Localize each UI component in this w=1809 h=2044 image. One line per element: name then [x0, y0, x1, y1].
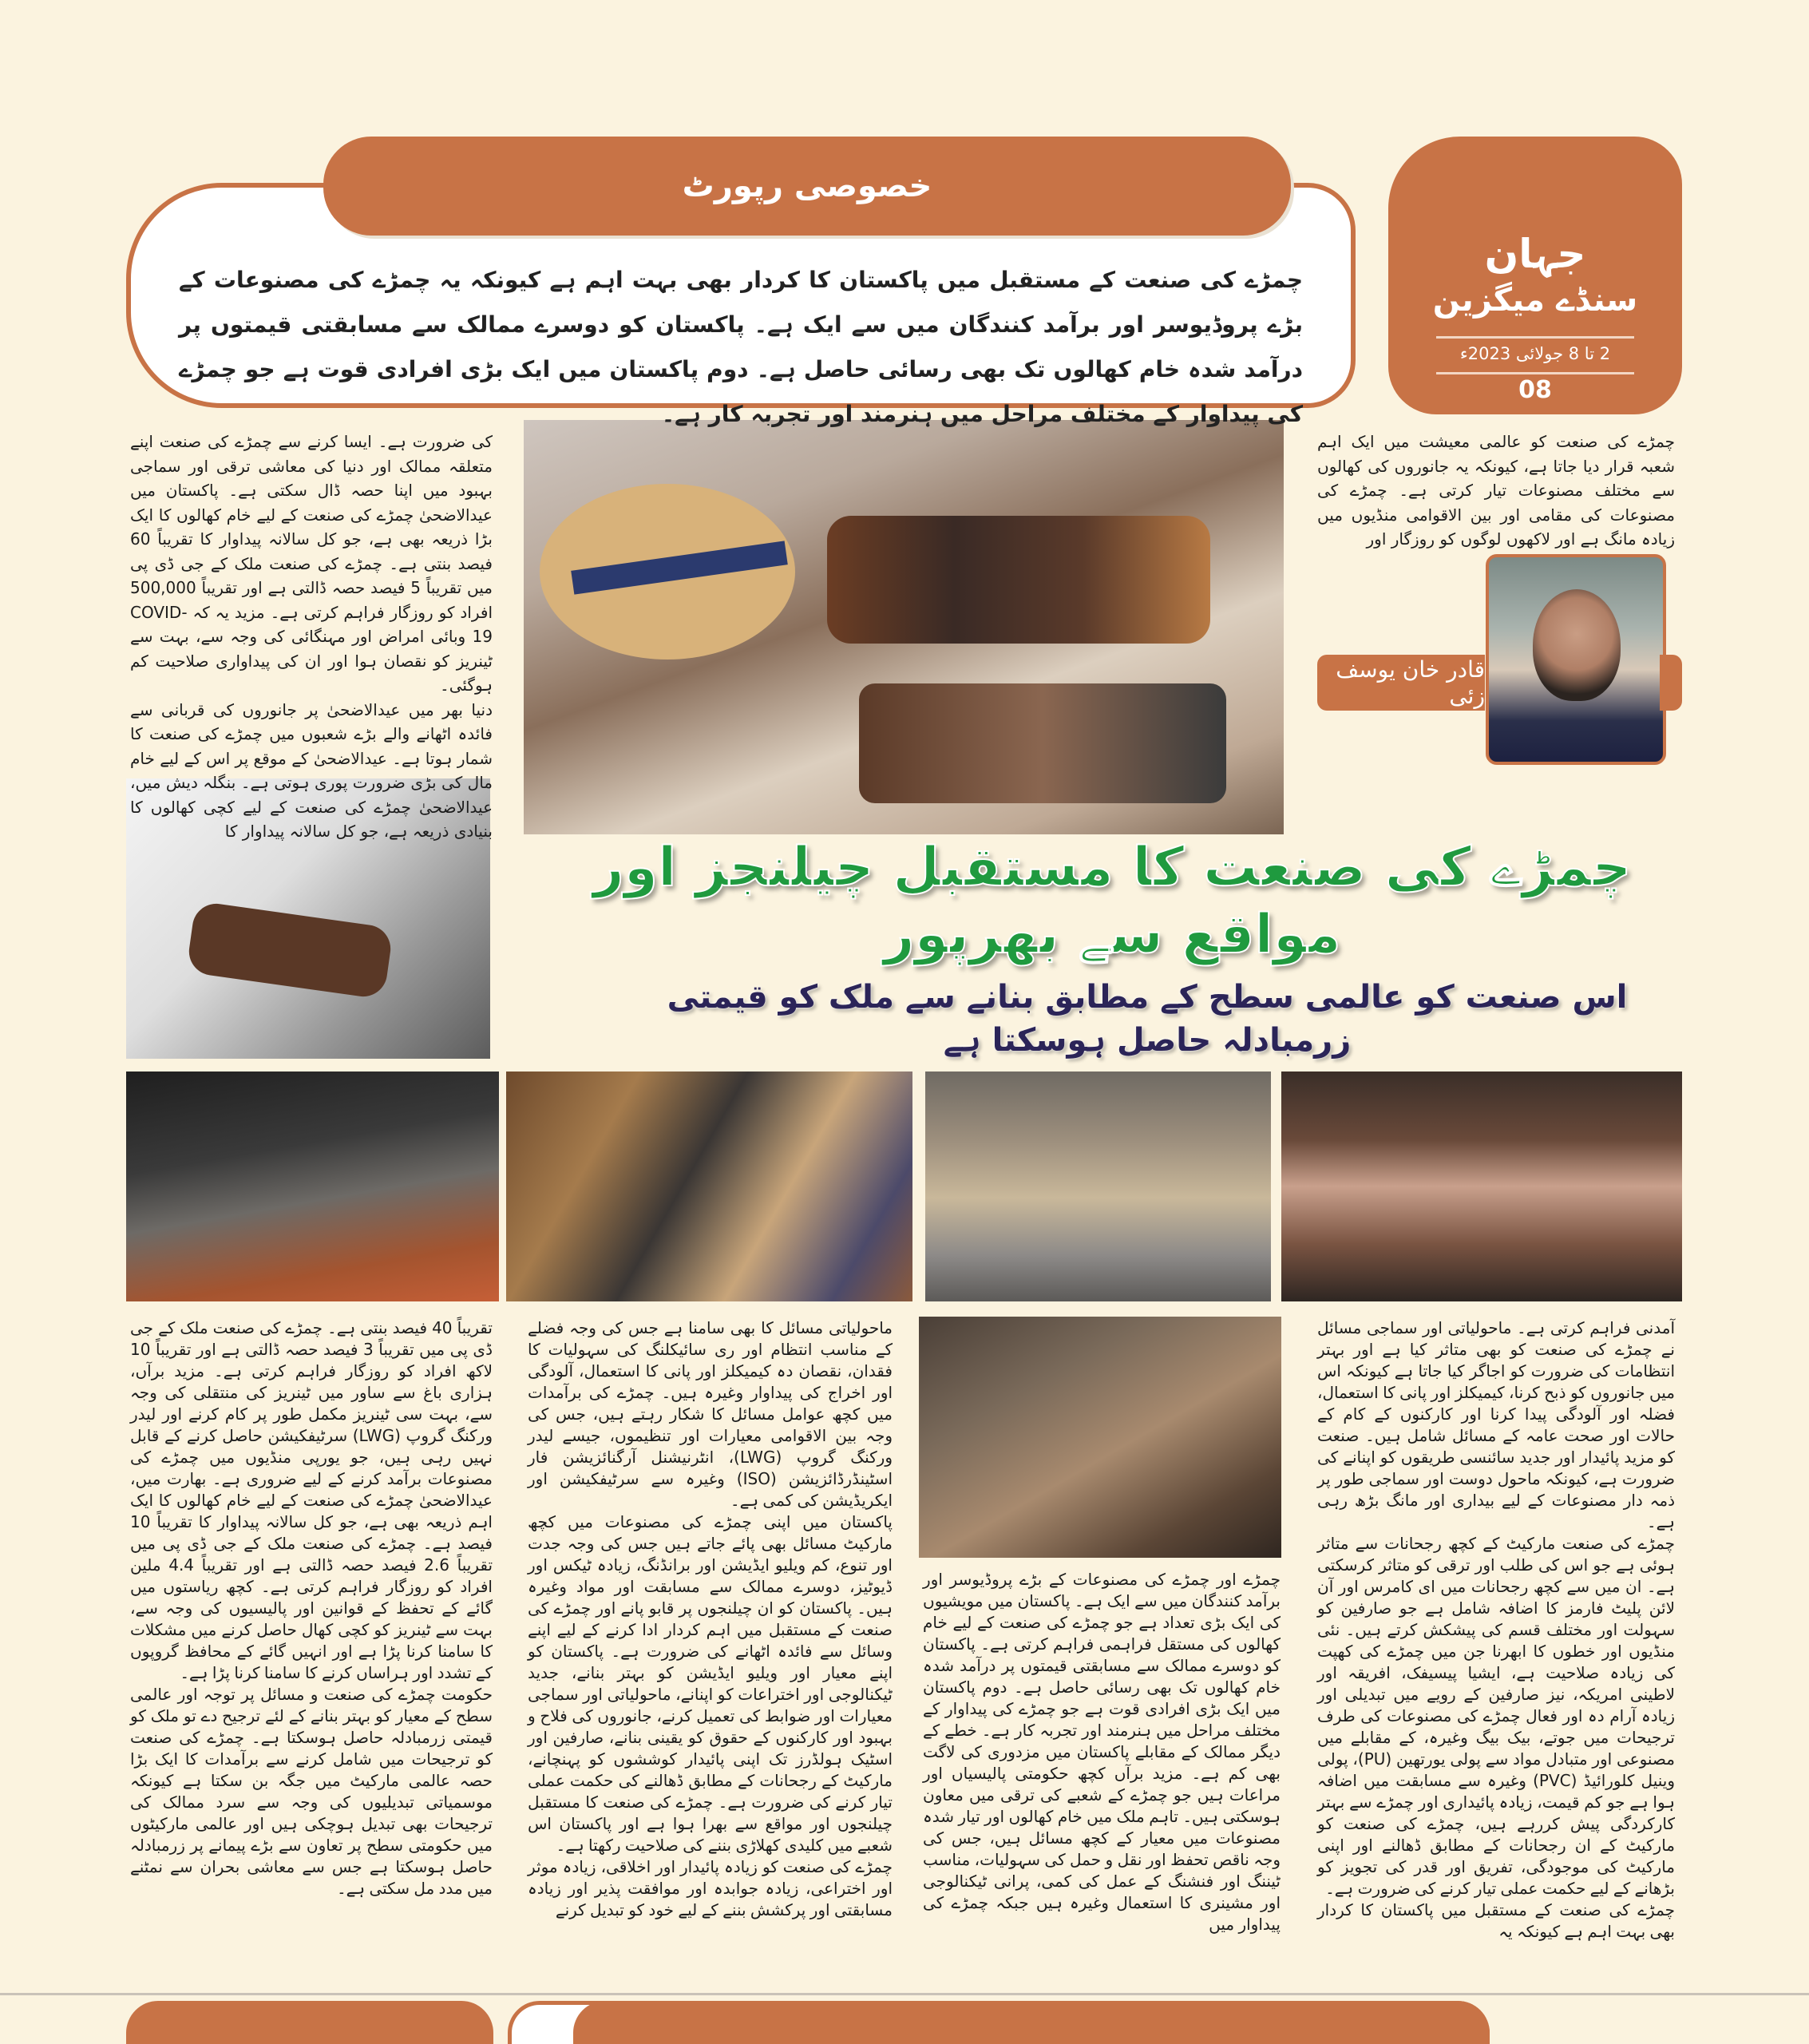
- paragraph: تقریباً 40 فیصد بنتی ہے۔ چمڑے کی صنعت ملک کے جی ڈی پی میں تقریباً 3 فیصد حصہ ڈالتی ہے اور تقریباً 10 لاکھ افراد کو روزگار فراہم کرتی ہے۔ مزید برآں، ہزاری باغ سے ساور میں ٹینریز کی منتقلی کی وجہ سے، بہت سی ٹینریز مکمل طور پر کام کرنے اور لیدر ورکنگ گروپ (LWG) سرٹیفکیشن حاصل کرنے کے قابل نہیں رہی ہیں، جو یورپی منڈیوں میں چمڑے کی مصنوعات برآمد کرنے کے لیے ضروری ہے۔ بھارت میں، عیدالاضحیٰ چمڑے کی صنعت کے لیے خام کھالوں کا ایک اہم ذریعہ بھی ہے، جو کل سالانہ پیداوار کا تقریباً 10 فیصد ہے۔ چمڑے کی صنعت ملک کے جی ڈی پی میں تقریباً 2.6 فیصد حصہ ڈالتی ہے اور تقریباً 4.4 ملین افراد کو روزگار فراہم کرتی ہے۔ کچھ ریاستوں میں گائے کے تحفظ کے قوانین اور پالیسیوں کی وجہ سے، بہت سے ٹینریز کو کچی کھال حاصل کرنے میں مشکلات کا سامنا کرنا پڑا ہے اور انہیں گائے کے محافظ گروپوں کے تشدد اور ہراساں کرنے کا سامنا کرنا پڑا ہے۔: [130, 1318, 493, 1682]
- footer-tab-left: [126, 2001, 493, 2044]
- intro-text: چمڑے کی صنعت کے مستقبل میں پاکستان کا کردار بھی بہت اہم ہے کیونکہ یہ چمڑے کی مصنوعات کے بڑے پروڈیوسر اور برآمد کنندگان میں سے ایک ہے۔ پاکستان کو دوسرے ممالک سے مسابقتی قیمتوں پر درآمد شدہ خام کھالوں تک بھی رسائی حاصل ہے۔ دوم پاکستان میں ایک بڑی افرادی قوت ہے جو چمڑے کی پیداوار کے مختلف مراحل میں ہنرمند اور تجربہ کار ہے۔: [179, 267, 1303, 427]
- issue-date: 2 تا 8 جولائی 2023ء: [1459, 344, 1611, 363]
- author-name: قادر خان یوسف زئی: [1336, 656, 1485, 709]
- section-label-tab: [323, 137, 1291, 236]
- leather-piece: [186, 901, 394, 1000]
- tannery-pits-photo: [925, 1072, 1271, 1301]
- wallets-shape: [859, 683, 1226, 803]
- column-top-left: [130, 430, 493, 844]
- paragraph: ماحولیاتی مسائل کا بھی سامنا ہے جس کی وجہ فضلے کے مناسب انتظام اور ری سائیکلنگ کی سہولیات کا فقدان، نقصان دہ کیمیکلز اور پانی کا استعمال، آلودگی اور اخراج کی پیداوار وغیرہ ہیں۔ چمڑے کی برآمدات میں کچھ عوامل مسائل کا شکار رہتے ہیں، جس کی وجہ بین الاقوامی معیارات اور تنظیموں، جیسے لیدر ورکنگ گروپ (LWG)، انٹرنیشنل آرگنائزیشن فار اسٹینڈرڈائزیشن (ISO) وغیرہ سے سرٹیفکیشن اور ایکریڈیشن کی کمی ہے۔: [528, 1318, 893, 1510]
- divider: [1436, 336, 1634, 339]
- paragraph: آمدنی فراہم کرتی ہے۔ ماحولیاتی اور سماجی مسائل نے چمڑے کی صنعت کو بھی متاثر کیا ہے اور بہتر انتظامات کی ضرورت کو اجاگر کیا جاتا ہے کیونکہ اس میں جانوروں کو ذبح کرنا، کیمیکلز اور پانی کا استعمال، فضلہ اور آلودگی پیدا کرنا اور کارکنوں کے کام کے حالات اور صحت عامہ کے مسائل شامل ہیں۔ صنعت کو مزید پائیدار اور جدید سائنسی طریقوں کو اپنانے کی ضرورت ہے، کیونکہ ماحول دوست اور سماجی طور پر ذمہ دار مصنوعات کے لیے بیداری اور مانگ بڑھ رہی ہے۔: [1317, 1318, 1675, 1531]
- column-bottom-2: [923, 1569, 1281, 1935]
- tannery-workers-photo: [919, 1317, 1281, 1558]
- section-label: خصوصی رپورٹ: [682, 168, 932, 204]
- shoes-shape: [827, 516, 1210, 644]
- author-tag-end: [1660, 655, 1682, 711]
- paragraph: چمڑے کی صنعت مارکیٹ کے کچھ رجحانات سے متاثر ہوئی ہے جو اس کی طلب اور ترقی کو متاثر کرسکتی ہے۔ ان میں سے کچھ رجحانات میں ای کامرس اور آن لائن پلیٹ فارمز کا اضافہ شامل ہے جو صارفین کو سہولت اور مختلف قسم کی پیشکش کرتے ہیں۔ نئی منڈیوں اور خطوں کا ابھرنا جن میں چمڑے کی کھپت کی زیادہ صلاحیت ہے، ایشیا پیسیفک، افریقہ اور لاطینی امریکہ، نیز صارفین کے رویے میں تبدیلی اور زیادہ آرام دہ اور فعال چمڑے کی مصنوعات کی طرف ترجیحات میں جوتے، بیک بیگ وغیرہ، کے مقابلے میں مصنوعی اور متبادل مواد سے پولی یورتھین (PU)، پولی وینیل کلورائیڈ (PVC) وغیرہ سے مسابقت میں اضافہ ہوا ہے جو کم قیمت، زیادہ پائیداری اور چمڑے سے بہتر کارکردگی پیش کررہے ہیں، چمڑے کی صنعت کو مارکیٹ کے ان رجحانات کے مطابق ڈھالنے اور اپنی مارکیٹ کی موجودگی، تفریق اور قدر کی تجویز کو بڑھانے کے لیے حکمت عملی تیار کرنے کی ضرورت ہے۔: [1317, 1534, 1676, 1898]
- paragraph: دنیا بھر میں عیدالاضحیٰ پر جانوروں کی قربانی سے فائدہ اٹھانے والے بڑے شعبوں میں چمڑے کی صنعت کا شمار ہوتا ہے۔ عیدالاضحیٰ کے موقع پر اس کے لیے خام مال کی بڑی ضرورت پوری ہوتی ہے۔ بنگلہ دیش میں، عیدالاضحیٰ چمڑے کی صنعت کے لیے کچی کھالوں کا بنیادی ذریعہ ہے، جو کل سالانہ پیداوار کا: [130, 699, 493, 841]
- page-number: 08: [1518, 376, 1552, 404]
- divider: [1436, 372, 1634, 374]
- paragraph: چمڑے اور چمڑے کی مصنوعات کے بڑے پروڈیوسر اور برآمد کنندگان میں سے ایک ہے۔ پاکستان میں مویشیوں کی ایک بڑی تعداد ہے جو چمڑے کی صنعت کے لیے خام کھالوں کی مستقل فراہمی فراہم کرتی ہے۔ پاکستان کو دوسرے ممالک سے مسابقتی قیمتوں پر درآمد شدہ خام کھالوں تک بھی رسائی حاصل ہے۔ دوم پاکستان میں ایک بڑی افرادی قوت ہے جو چمڑے کی پیداوار کے مختلف مراحل میں ہنرمند اور تجربہ کار ہے۔ خطے کے دیگر ممالک کے مقابلے پاکستان میں مزدوری کی لاگت بھی کم ہے۔ مزید برآں کچھ حکومتی پالیسیاں اور مراعات ہیں جو چمڑے کے شعبے کی ترقی میں معاون ہوسکتی ہیں۔ تاہم ملک میں خام کھالوں اور تیار شدہ مصنوعات میں معیار کے کچھ مسائل ہیں، جس کی وجہ ناقص تحفظ اور نقل و حمل کی سہولیات، مناسب ٹیننگ اور فنشنگ کے عمل کی کمی، پرانی ٹیکنالوجی اور مشینری کا استعمال وغیرہ ہیں جبکہ چمڑے کی پیداوار میں: [923, 1570, 1281, 1934]
- author-photo: [1486, 554, 1666, 765]
- leather-cutting-photo: [126, 1072, 499, 1301]
- masthead-title: جہان: [1484, 231, 1586, 277]
- leather-rolls-photo: [506, 1072, 912, 1301]
- paragraph: پاکستان میں اپنی چمڑے کی مصنوعات میں کچھ مارکیٹ مسائل بھی پائے جاتے ہیں جس کی وجہ جدت اور تنوع، کم ویلیو ایڈیشن اور برانڈنگ، زیادہ ٹیکس اور ڈیوٹیز، دوسرے ممالک سے مسابقت اور مواد وغیرہ ہیں۔ پاکستان کو ان چیلنجوں پر قابو پانے اور چمڑے کی صنعت کے مستقبل میں اہم کردار ادا کرنے کے لیے اپنے وسائل سے فائدہ اٹھانے کی ضرورت ہے۔ پاکستان کو اپنے معیار اور ویلیو ایڈیشن کو بہتر بنانے، جدید ٹیکنالوجی اور اختراعات کو اپنانے، ماحولیاتی اور سماجی معیارات اور ضوابط کی تعمیل کرنے، جانوروں کی فلاح و بہبود اور کارکنوں کے حقوق کو یقینی بنانے، صارفین اور اسٹیک ہولڈرز تک اپنی پائیدار کوششوں کو پہنچانے، مارکیٹ کے رجحانات کے مطابق ڈھالنے کی حکمت عملی تیار کرنے کی ضرورت ہے۔ چمڑے کی صنعت کا مستقبل چیلنجوں اور مواقع سے بھرا ہوا ہے اور پاکستان اس شعبے میں کلیدی کھلاڑی بننے کی صلاحیت رکھتا ہے۔: [528, 1512, 893, 1855]
- paragraph: چمڑے کی صنعت کو زیادہ پائیدار اور اخلاقی، زیادہ موثر اور اختراعی، زیادہ جوابدہ اور موافقت پذیر اور زیادہ مسابقتی اور پرکشش بننے کے لیے خود کو تبدیل کرنے: [528, 1857, 893, 1919]
- author-name-tag: [1317, 655, 1485, 711]
- footer-tab-center: [573, 2001, 1490, 2044]
- masthead-subtitle: سنڈے میگزین: [1432, 282, 1638, 319]
- paragraph: حکومت چمڑے کی صنعت و مسائل پر توجہ اور عالمی سطح کے معیار کو بہتر بنانے کے لئے ترجیح دے تو ملک کو قیمتی زرمبادلہ حاصل ہوسکتا ہے۔ چمڑے کی صنعت کو ترجیحات میں شامل کرنے سے برآمدات کا ایک بڑا حصہ عالمی مارکیٹ میں جگہ بن سکتا ہے کیونکہ موسمیاتی تبدیلیوں کی وجہ سے سرد ممالک کی ترجیحات بھی تبدیل ہوچکی ہیں اور عالمی مارکیٹوں میں حکومتی سطح پر تعاون سے بڑے پیمانے پر زرمبادلہ حاصل ہوسکتا ہے جس سے معاشی بحران سے نمٹنے میں مدد مل سکتی ہے۔: [130, 1685, 493, 1898]
- column-top-right: [1317, 430, 1675, 552]
- paragraph: کی ضرورت ہے۔ ایسا کرنے سے چمڑے کی صنعت اپنے متعلقہ ممالک اور دنیا کی معاشی ترقی اور سماجی بہبود میں اپنا حصہ ڈال سکتی ہے۔ پاکستان میں عیدالاضحیٰ چمڑے کی صنعت کے لیے خام کھالوں کا ایک بڑا ذریعہ بھی ہے، جو کل سالانہ پیداوار کا تقریباً 60 فیصد بنتی ہے۔ چمڑے کی صنعت ملک کے جی ڈی پی میں تقریباً 5 فیصد حصہ ڈالتی ہے اور تقریباً 500,000 افراد کو روزگار فراہم کرتی ہے۔ مزید یہ کہ COVID-19 وبائی امراض اور مہنگائی کی وجہ سے، بہت سے ٹینریز کو نقصان ہوا اور ان کی پیداواری صلاحیت کم ہوگئی۔: [130, 432, 493, 695]
- headline: چمڑے کی صنعت کا مستقبل چیلنجز اور مواقع سے بھرپور: [592, 836, 1632, 966]
- footer-divider: [0, 1993, 1809, 1995]
- column-bottom-4: [130, 1317, 493, 1899]
- hanging-hides-photo: [1281, 1072, 1682, 1301]
- author-face: [1533, 589, 1621, 701]
- paragraph: چمڑے کی صنعت کو عالمی معیشت میں ایک اہم شعبہ قرار دیا جاتا ہے، کیونکہ یہ جانوروں کی کھالوں سے مختلف مصنوعات تیار کرتی ہے۔ چمڑے کی مصنوعات کی مقامی اور بین الاقوامی منڈیوں میں زیادہ مانگ ہے اور لاکھوں لوگوں کو روزگار اور: [1317, 432, 1675, 549]
- column-bottom-3: [528, 1317, 893, 1921]
- subheadline: اس صنعت کو عالمی سطح کے مطابق بنانے سے ملک کو قیمتی زرمبادلہ حاصل ہوسکتا ہے: [667, 979, 1628, 1059]
- masthead: [1388, 137, 1682, 414]
- main-photo-leather-goods: [524, 420, 1284, 834]
- column-bottom-1: [1317, 1317, 1675, 1943]
- paragraph: چمڑے کی صنعت کے مستقبل میں پاکستان کا کردار بھی بہت اہم ہے کیونکہ یہ: [1317, 1900, 1675, 1941]
